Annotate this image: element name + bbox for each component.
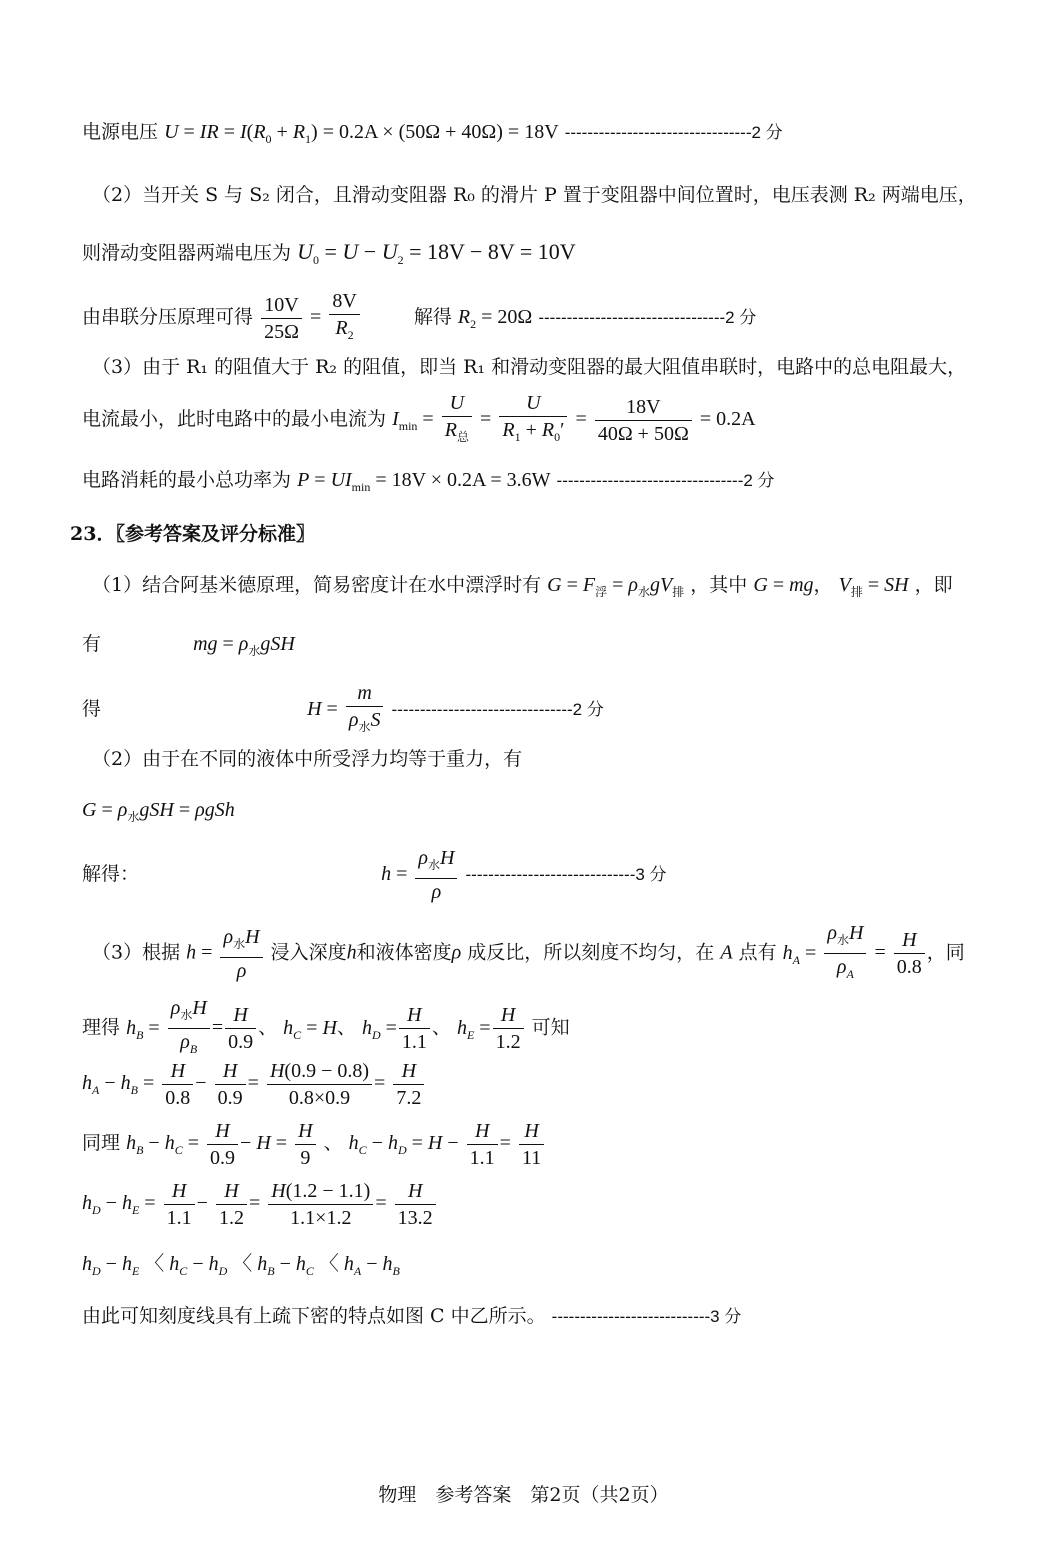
rheostat-voltage-line: 则滑动变阻器两端电压为 $U_0 = U - U_2 = 18V - 8V = 10V$ — [82, 239, 576, 267]
rheostat-voltage-formula: $U_0 = U - U_2 = 18V - 8V = 10V$ — [297, 239, 576, 267]
q23-inequality: $h_D - h_E$ 〈 $h_C - h_D$ 〈 $h_B - h_C$ 〈 $h_A - h_B$ — [82, 1253, 400, 1278]
r2-result: $R_2 = 20\Omega$ — [457, 306, 533, 331]
q23-p2-result: 解得： h = $\frac{\rho_水H}{\rho}$ ------------------------------3 分 — [82, 847, 667, 903]
q23-p2-eq: $G = \rho_水gSH = \rho gSh$ — [82, 799, 235, 824]
part2-intro: （2）当开关 S 与 S₂ 闭合，且滑动变阻器 R₀ 的滑片 P 置于变阻器中间位置时，电压表测 R₂ 两端电压， — [92, 184, 977, 206]
min-power-line: 电路消耗的最小总功率为 $P = UI_{min} = 18V \times 0.2A = 3.6W$ ---------------------------------2 分 — [82, 469, 775, 494]
q23-header: 23．〖参考答案及评分标准〗 — [70, 523, 315, 545]
min-current-line: 电流最小，此时电路中的最小电流为 $I_{min}$ = $\frac{U}{R_总}$ = $\frac{U}{R_1 + R_0'}$ = $\frac{18V}{40\Omega + 50\Omega}$ = 0.2A — [82, 392, 756, 445]
q23-p3-line1: （3）根据 h = $\frac{\rho_水H}{\rho}$ 浸入深度h和液体密度ρ 成反比，所以刻度不均匀，在 A 点有 $h_A$ = $\frac{\rho_水H}{\rho_A}$ = $\frac{H}{0.8}$ ，同 — [92, 922, 965, 982]
q23-p1-result: 得 H = $\frac{m}{\rho_水S}$ --------------------------------2 分 — [82, 682, 604, 734]
q23-conclusion: 由此可知刻度线具有上疏下密的特点如图 C 中乙所示。 ----------------------------3 分 — [82, 1305, 742, 1327]
q23-diff-ab: $h_A - h_B$ = $\frac{H}{0.8}$ − $\frac{H}{0.9}$ = $\frac{H(0.9 - 0.8)}{0.8\times 0.9}$ = $\frac{H}{7.2}$ — [82, 1057, 426, 1116]
fraction-8v-r2: $\frac{8V}{R_2}$ — [329, 288, 359, 348]
voltage-divider-line: 由串联分压原理可得 $\frac{10V}{25\Omega}$ = $\frac{8V}{R_2}$ 解得 $R_2 = 20\Omega$ ---------------------------------2 分 — [82, 288, 756, 350]
q23-p1-eq: 有 mg = $\rho_水gSH$ — [82, 633, 295, 658]
fraction-10v-25ohm: $\frac{10V}{25\Omega}$ — [261, 292, 302, 345]
page-footer: 物理 参考答案 第2页（共2页） — [378, 1484, 669, 1506]
q23-p3-line2: 理得 $h_B$ = $\frac{\rho_水H}{\rho_B}$ = $\frac{H}{0.9}$ 、 $h_C = H$、 $h_D$ = $\frac{H}{1.1}$ 、 $h_E$ = $\frac{H}{1.2}$ 可知 — [82, 997, 570, 1056]
q23-p1-line: （1）结合阿基米德原理，简易密度计在水中漂浮时有 $G = F_浮 = \rho_水gV_排$ ，其中 G = mg， $V_排$ = SH ，即 — [92, 574, 953, 599]
supply-voltage-line: 电源电压 U = IR = $I(R_0 + R_1) = 0.2A \times (50\Omega + 40\Omega) = 18V$ ---------------------------------2 分 — [82, 121, 783, 146]
supply-voltage-formula: U = IR = $I(R_0 + R_1) = 0.2A \times (50\Omega + 40\Omega) = 18V$ — [164, 121, 559, 146]
q23-p2-intro: （2）由于在不同的液体中所受浮力均等于重力，有 — [92, 748, 523, 770]
q23-diff-bc-cd: 同理 $h_B - h_C$ = $\frac{H}{0.9}$ − H = $\frac{H}{9}$ 、 $h_C - h_D = H$ − $\frac{H}{1.1}$ = $\frac{H}{11}$ — [82, 1117, 546, 1176]
part3-intro: （3）由于 R₁ 的阻值大于 R₂ 的阻值，即当 R₁ 和滑动变阻器的最大阻值串联时，电路中的总电阻最大， — [92, 356, 967, 378]
q23-diff-de: $h_D - h_E$ = $\frac{H}{1.1}$ − $\frac{H}{1.2}$ = $\frac{H(1.2 - 1.1)}{1.1\times 1.2}$ = $\frac{H}{13.2}$ — [82, 1177, 438, 1236]
